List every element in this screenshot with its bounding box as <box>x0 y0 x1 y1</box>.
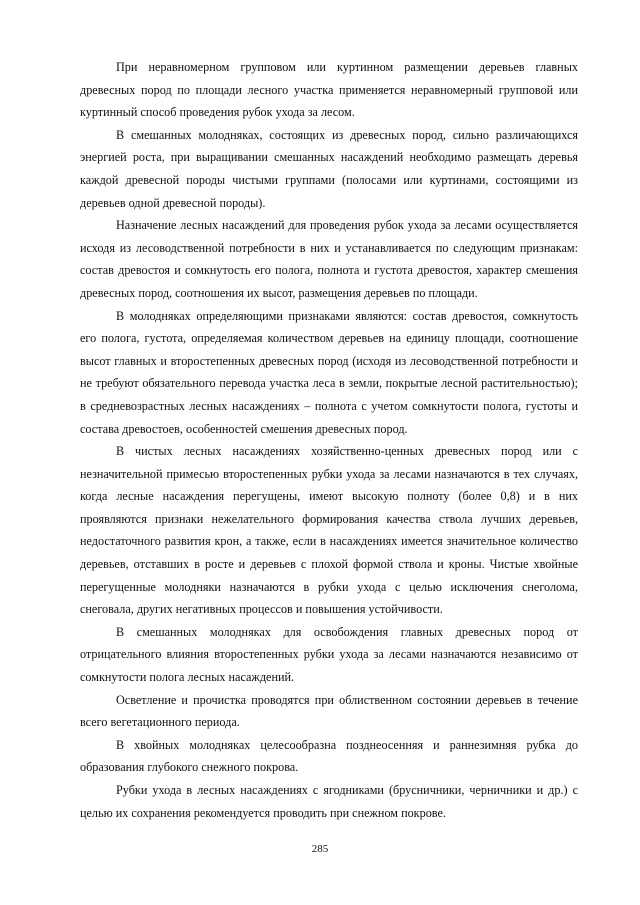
page-body <box>80 56 578 824</box>
paragraph-1: При неравномерном групповом или куртинном размещении деревьев главных древесных пород по площади лесного участка применяется неравномерный групповой или куртинный способ проведения рубок ухода за лесом. <box>80 60 578 120</box>
paragraph-7: Осветление и прочистка проводятся при облиственном состоянии деревьев в течение всего вегетационного периода. <box>80 692 578 730</box>
paragraph-4: В молодняках определяющими признаками являются: состав древостоя, сомкнутость его полога, густота, определяемая количеством деревьев на единицу площади, соотношение высот главных и второстепенных древесных пород (исходя из лесоводственной потребности и не требуют обязательного перевода участка леса в земли, покрытые лесной растительностью); в средневозрастных лесных насаждениях – полнота с учетом сомкнутости полога, густоты и состава древостоев, особенностей смешения древесных пород. <box>80 308 578 436</box>
page-number: 285 <box>311 843 329 855</box>
paragraph-5: В чистых лесных насаждениях хозяйственно-ценных древесных пород или с незначительной примесью второстепенных рубки ухода за лесами назначаются в тех случаях, когда лесные насаждения перегущены, имеют высокую полноту (более 0,8) и в них проявляются признаки нежелательного формирования качества ствола лучших деревьев, недостаточного развития крон, а также, если в насаждениях имеется значительное количество деревьев, отставших в росте и деревьев с плохой формой ствола и кроны. Чистые хвойные перегущенные молодняки назначаются в рубки ухода с целью исключения снеголома, снеговала, других негативных процессов и повышения устойчивости. <box>80 444 578 617</box>
paragraph-6: В смешанных молодняках для освобождения главных древесных пород от отрицательного влияния второстепенных рубки ухода за лесами назначаются независимо от сомкнутости полога лесных насаждений. <box>80 624 578 685</box>
paragraph-8: В хвойных молодняках целесообразна позднеосенняя и раннезимняя рубка до образования глубокого снежного покрова. <box>80 737 578 775</box>
paragraph-2: В смешанных молодняках, состоящих из древесных пород, сильно различающихся энергией роста, при выращивании смешанных насаждений необходимо размещать деревья каждой древесной породы чистыми группами (полосами или куртинами, состоящими из деревьев одной древесной породы). <box>80 127 578 210</box>
paragraph-3: Назначение лесных насаждений для проведения рубок ухода за лесами осуществляется исходя из лесоводственной потребности в них и устанавливается по следующим признакам: состав древостоя и сомкнутость его полога, полнота и густота древостоя, характер смешения древесных пород, соотношения их высот, размещения деревьев по площади. <box>80 218 578 300</box>
paragraph-9: Рубки ухода в лесных насаждениях с ягодниками (брусничники, черничники и др.) с целью их сохранения рекомендуется проводить при снежном покрове. <box>80 783 578 820</box>
